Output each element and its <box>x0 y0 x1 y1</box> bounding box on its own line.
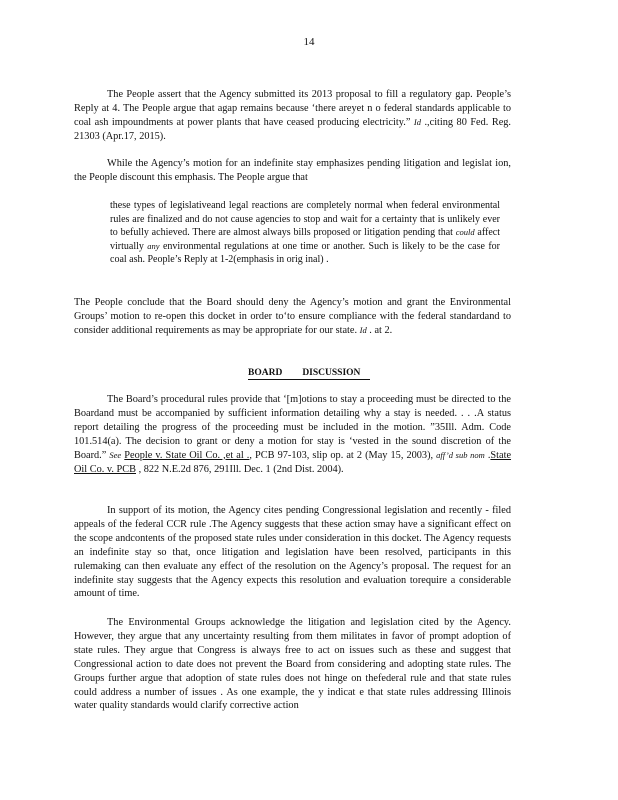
text-run: affect virtually <box>110 227 501 252</box>
paragraph-environmental-groups: The Environmental Groups acknowledge the litigation and legislation cited by the Agency. However, they argue that any uncertainty resulting from them militates in favor of prompt adoption of state rules. They argue that Congress is always free to act on issues such as these and suggest that Congressional action to date does not prevent the Board from considering and adopting state rules. The Groups further argue that adoption of state rules does not hinge on thefederal rule and that state rules could address a number of issues . As one example, the y indicat e that state rules addressing Illinois water quality standards would clarify corrective action <box>74 617 511 712</box>
paragraph-agency-support: In support of its motion, the Agency cites pending Congressional legislation and recently - filed appeals of the federal CCR rule .The Agency suggests that these action smay have a significant effect on the scope andcontents of the proposed state rules under consideration in this docket. The Agency requests an indefinite stay so that, once litigation and legislation have been resolved, participants in this rulemaking can then evaluate any effect of the resolution on the Agency’s proposal. The request for an indefinite stay suggests that the Agency expects this resolution and evaluation torequire a considerable amount of time. <box>74 505 511 600</box>
paragraph-people-assert <box>74 88 511 144</box>
emphasis-could: could <box>455 227 475 238</box>
text-run: , PCB 97-103, slip op. at 2 (May 15, 2003), <box>249 449 437 461</box>
text-run: environmental regulations at one time or another. Such is likely to be the case for coal ash. People’s Reply at 1-2(emphasis in orig inal) . <box>110 240 500 266</box>
section-heading <box>248 368 370 380</box>
text-run: The People assert that the Agency submitted its 2013 proposal to fill a regulatory gap. People’s Reply at 4. The People argue that agap remains because ‘there areyet n o federal standards applicable to coal ash impoundments at power plants that have ceased producing electricity.” <box>74 89 511 128</box>
signal-affd: aff’d sub nom <box>436 449 485 460</box>
text-run: .,citing 80 Fed. Reg. 21303 (Apr.17, 2015). <box>74 116 511 142</box>
text-run: these types of legislativeand legal reactions are completely normal when federal environmental rules are finalized and do not cause agencies to stop and wait for a certainty that is unlikely ever to befully achieved. There are almost always bills proposed or litigation pending that <box>110 200 500 239</box>
paragraph-procedural-rules <box>74 393 511 476</box>
text-run: The Board’s procedural rules provide that ‘[m]otions to stay a proceeding must be directed to the Boardand must be accompanied by sufficient information detailing why a stay is needed. . . .A status report detailing the progress of the proceeding must be included in the motion. ”35Ill. Adm. Code 101.514(a). The decision to grant or deny a motion for stay is ‘vested in the sound discretion of the Board.” <box>74 394 511 461</box>
signal-see: See <box>109 449 122 460</box>
case-name: People v. State Oil Co. ,et al . <box>124 449 250 461</box>
text-run: , 822 N.E.2d 876, 291Ill. Dec. 1 (2nd Dist. 2004). <box>136 463 344 475</box>
block-quote <box>110 199 500 267</box>
heading-word: BOARD <box>248 368 283 378</box>
paragraph-people-conclude <box>74 296 511 338</box>
case-name: State Oil Co. v. PCB <box>74 449 512 475</box>
paragraph-stay-emphasis: While the Agency’s motion for an indefinite stay emphasizes pending litigation and legislat ion, the People discount this emphasis. The People argue that <box>74 158 511 183</box>
heading-word: DISCUSSION <box>302 368 361 378</box>
page-number: 14 <box>303 36 315 48</box>
text-run: . at 2. <box>366 324 393 336</box>
citation-id: Id <box>359 324 367 335</box>
citation-id: Id <box>413 116 421 127</box>
text-run: . <box>484 449 491 461</box>
text-run: The People conclude that the Board should deny the Agency’s motion and grant the Environmental Groups’ motion to re-open this docket in order to‘to ensure compliance with the federal standardand to consider additional requirements as may be appropriate for our state. <box>74 297 511 336</box>
emphasis-any: any <box>147 240 160 251</box>
